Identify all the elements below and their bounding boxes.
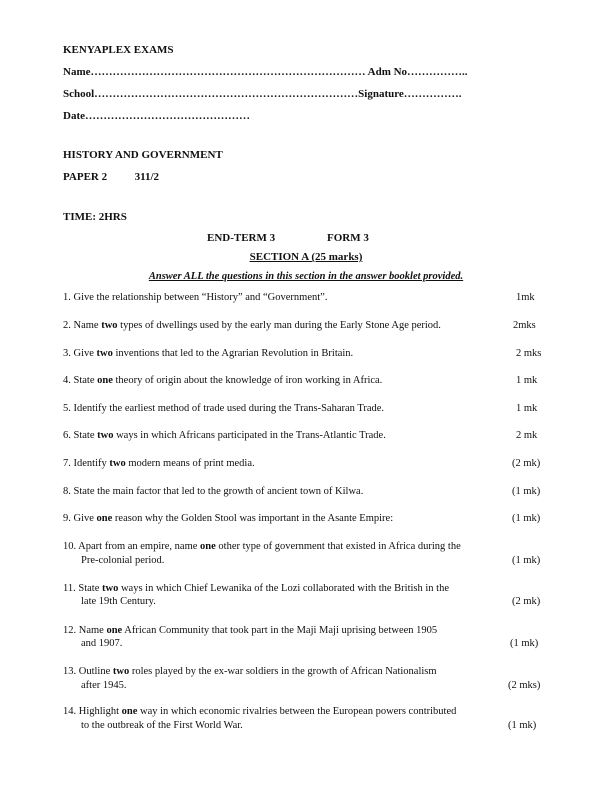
question-text-rest: inventions that led to the Agrarian Revolution in Britain. <box>112 348 354 359</box>
question-keyword: one <box>97 375 113 386</box>
question-text: 5. Identify the earliest method of trade used during the Trans-Saharan Trade. <box>63 403 385 414</box>
question-13-marks: (2 mks) <box>508 680 541 691</box>
time-line: TIME: 2HRS <box>63 211 127 223</box>
question-2 <box>63 320 441 331</box>
question-text: 10. Apart from an empire, name <box>63 541 201 552</box>
question-14-marks: (1 mk) <box>508 720 537 731</box>
paper-line <box>63 171 159 183</box>
question-5-marks: 1 mk <box>516 403 538 414</box>
question-7-marks: (2 mk) <box>512 458 541 469</box>
form-label: FORM 3 <box>327 232 369 244</box>
question-10-continuation: Pre-colonial period. <box>81 555 165 566</box>
question-text-rest: roles played by the ex-war soldiers in the growth of African Nationalism <box>129 666 437 677</box>
question-keyword: one <box>96 513 113 524</box>
question-text: 9. Give <box>63 513 97 524</box>
question-keyword: one <box>121 706 138 717</box>
question-text: 2. Name <box>63 320 102 331</box>
question-text: 6. State <box>63 430 98 441</box>
section-title: SECTION A (25 marks) <box>249 251 363 263</box>
question-12 <box>63 625 437 636</box>
question-keyword: two <box>109 458 126 469</box>
question-14-continuation: to the outbreak of the First World War. <box>81 720 243 731</box>
subject-title: HISTORY AND GOVERNMENT <box>63 149 223 161</box>
question-13-continuation: after 1945. <box>81 680 127 691</box>
question-6 <box>63 430 386 441</box>
question-11-marks: (2 mk) <box>512 596 541 607</box>
question-text: 3. Give <box>63 348 97 359</box>
section-instruction: Answer ALL the questions in this section in the answer booklet provided. <box>148 271 464 282</box>
question-text-rest: theory of origin about the knowledge of iron working in Africa. <box>112 375 383 386</box>
date-line: Date……………………………………… <box>63 110 250 122</box>
question-text: 7. Identify <box>63 458 110 469</box>
question-keyword: one <box>106 625 123 636</box>
question-text-rest: African Community that took part in the Maji Maji uprising between 1905 <box>122 625 438 636</box>
question-5 <box>63 403 384 414</box>
question-10 <box>63 541 461 552</box>
question-4-marks: 1 mk <box>516 375 538 386</box>
question-3 <box>63 348 353 359</box>
question-14 <box>63 706 456 717</box>
paper-code: 311/2 <box>134 171 160 183</box>
question-text-rest: other type of government that existed in Africa during the <box>215 541 461 552</box>
exam-name: KENYAPLEX EXAMS <box>63 44 174 56</box>
question-9-marks: (1 mk) <box>512 513 541 524</box>
question-keyword: two <box>97 430 114 441</box>
question-keyword: two <box>96 348 113 359</box>
paper-label: PAPER 2 <box>63 171 108 183</box>
question-text: 11. State <box>63 583 102 594</box>
question-3-marks: 2 mks <box>516 348 542 359</box>
school-signature-line: School………………………………………………………………Signature……………. <box>63 88 462 100</box>
question-text: 13. Outline <box>63 666 113 677</box>
question-1-marks: 1mk <box>516 292 535 303</box>
question-1 <box>63 292 327 303</box>
question-text-rest: ways in which Africans participated in the Trans-Atlantic Trade. <box>113 430 386 441</box>
question-11-continuation: late 19th Century. <box>81 596 156 607</box>
term-label: END-TERM 3 <box>207 232 276 244</box>
question-12-marks: (1 mk) <box>510 638 539 649</box>
name-adm-line: Name………………………………………………………………… Adm No…………….. <box>63 66 468 78</box>
question-keyword: one <box>200 541 216 552</box>
question-text: 12. Name <box>63 625 107 636</box>
question-7 <box>63 458 255 469</box>
question-text-rest: types of dwellings used by the early man during the Early Stone Age period. <box>117 320 441 331</box>
question-text-rest: reason why the Golden Stool was important in the Asante Empire: <box>112 513 394 524</box>
question-8 <box>63 486 363 497</box>
question-text-rest: modern means of print media. <box>125 458 255 469</box>
question-11 <box>63 583 449 594</box>
question-9 <box>63 513 393 524</box>
question-text-rest: ways in which Chief Lewanika of the Lozi collaborated with the British in the <box>118 583 449 594</box>
question-10-marks: (1 mk) <box>512 555 541 566</box>
question-text-rest: way in which economic rivalries between the European powers contributed <box>137 706 457 717</box>
question-keyword: two <box>112 666 130 677</box>
question-4 <box>63 375 382 386</box>
question-12-continuation: and 1907. <box>81 638 123 649</box>
question-text: 14. Highlight <box>63 706 122 717</box>
question-8-marks: (1 mk) <box>512 486 541 497</box>
question-keyword: two <box>101 320 118 331</box>
question-2-marks: 2mks <box>513 320 536 331</box>
question-6-marks: 2 mk <box>516 430 538 441</box>
question-13 <box>63 666 437 677</box>
question-text: 4. State <box>63 375 98 386</box>
question-text: 8. State the main factor that led to the growth of ancient town of Kilwa. <box>63 486 364 497</box>
question-text: 1. Give the relationship between “History” and “Government”. <box>63 292 328 303</box>
question-keyword: two <box>101 583 119 594</box>
